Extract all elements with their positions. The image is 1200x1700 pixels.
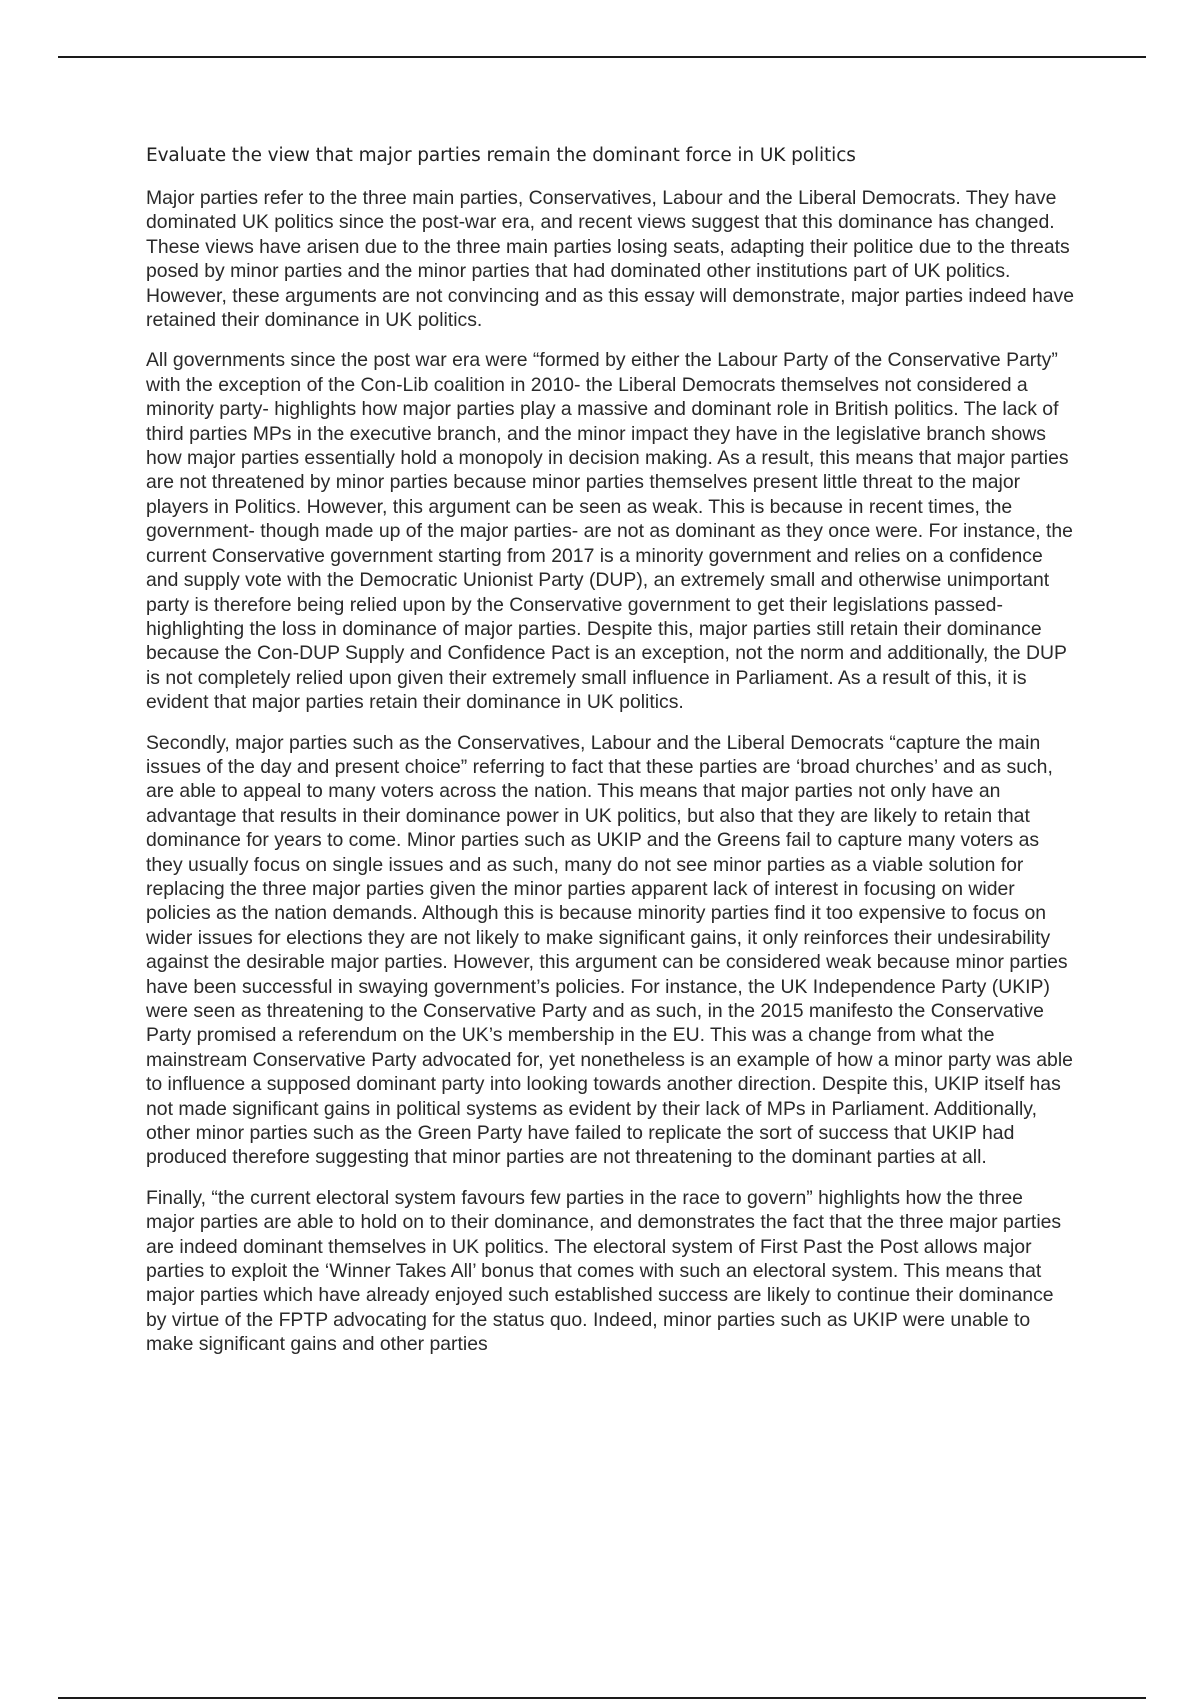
document-body [146, 144, 1076, 1373]
paragraph-broad-churches: Secondly, major parties such as the Conservatives, Labour and the Liberal Democrats “capture the main issues of the day and present choice” referring to fact that these parties are ‘broad churches’ and as such, are able to appeal to many voters across the nation. This means that major parties not only have an advantage that results in their dominance power in UK politics, but also that they are likely to retain that dominance for years to come. Minor parties such as UKIP and the Greens fail to capture many voters as they usually focus on single issues and as such, many do not see minor parties as a viable solution for replacing the three major parties given the minor parties apparent lack of interest in focusing on wider policies as the nation demands. Although this is because minority parties find it too expensive to focus on wider issues for elections they are not likely to make significant gains, it only reinforces their undesirability against the desirable major parties. However, this argument can be considered weak because minor parties have been successful in swaying government’s policies. For instance, the UK Independence Party (UKIP) were seen as threatening to the Conservative Party and as such, in the 2015 manifesto the Conservative Party promised a referendum on the UK’s membership in the EU. This was a change from what the mainstream Conservative Party advocated for, yet nonetheless is an example of how a minor party was able to influence a supposed dominant party into looking towards another direction. Despite this, UKIP itself has not made significant gains in political systems as evident by their lack of MPs in Parliament. Additionally, other minor parties such as the Green Party have failed to replicate the sort of success that UKIP had produced therefore suggesting that minor parties are not threatening to the dominant parties at all. [146, 731, 1073, 1169]
paragraph-introduction: Major parties refer to the three main parties, Conservatives, Labour and the Liberal Democrats. They have dominated UK politics since the post-war era, and recent views suggest that this dominance has changed. These views have arisen due to the three main parties losing seats, adapting their politice due to the threats posed by minor parties and the minor parties that had dominated other institutions part of UK politics. However, these arguments are not convincing and as this essay will demonstrate, major parties indeed have retained their dominance in UK politics. [146, 187, 1075, 332]
document-title: Evaluate the view that major parties remain the dominant force in UK politics [146, 145, 856, 166]
bottom-divider [58, 1697, 1146, 1699]
paragraph-governments: All governments since the post war era were “formed by either the Labour Party of the Conservative Party” with the exception of the Con-Lib coalition in 2010- the Liberal Democrats themselves not considered a minority party- highlights how major parties play a massive and dominant role in British politics. The lack of third parties MPs in the executive branch, and the minor impact they have in the legislative branch shows how major parties essentially hold a monopoly in decision making. As a result, this means that major parties are not threatened by minor parties because minor parties themselves present little threat to the major players in Politics. However, this argument can be seen as weak. This is because in recent times, the government- though made up of the major parties- are not as dominant as they once were. For instance, the current Conservative government starting from 2017 is a minority government and relies on a confidence and supply vote with the Democratic Unionist Party (DUP), an extremely small and otherwise unimportant party is therefore being relied upon by the Conservative government to get their legislations passed- highlighting the loss in dominance of major parties. Despite this, major parties still retain their dominance because the Con-DUP Supply and Confidence Pact is an exception, not the norm and additionally, the DUP is not completely relied upon given their extremely small influence in Parliament. As a result of this, it is evident that major parties retain their dominance in UK politics. [146, 349, 1073, 714]
paragraph-electoral-system: Finally, “the current electoral system favours few parties in the race to govern” highlights how the three major parties are able to hold on to their dominance, and demonstrates the fact that the three major parties are indeed dominant themselves in UK politics. The electoral system of First Past the Post allows major parties to exploit the ‘Winner Takes All’ bonus that comes with such an electoral system. This means that major parties which have already enjoyed such established success are likely to continue their dominance by virtue of the FPTP advocating for the status quo. Indeed, minor parties such as UKIP were unable to make significant gains and other parties [146, 1186, 1062, 1356]
top-divider [58, 56, 1146, 58]
